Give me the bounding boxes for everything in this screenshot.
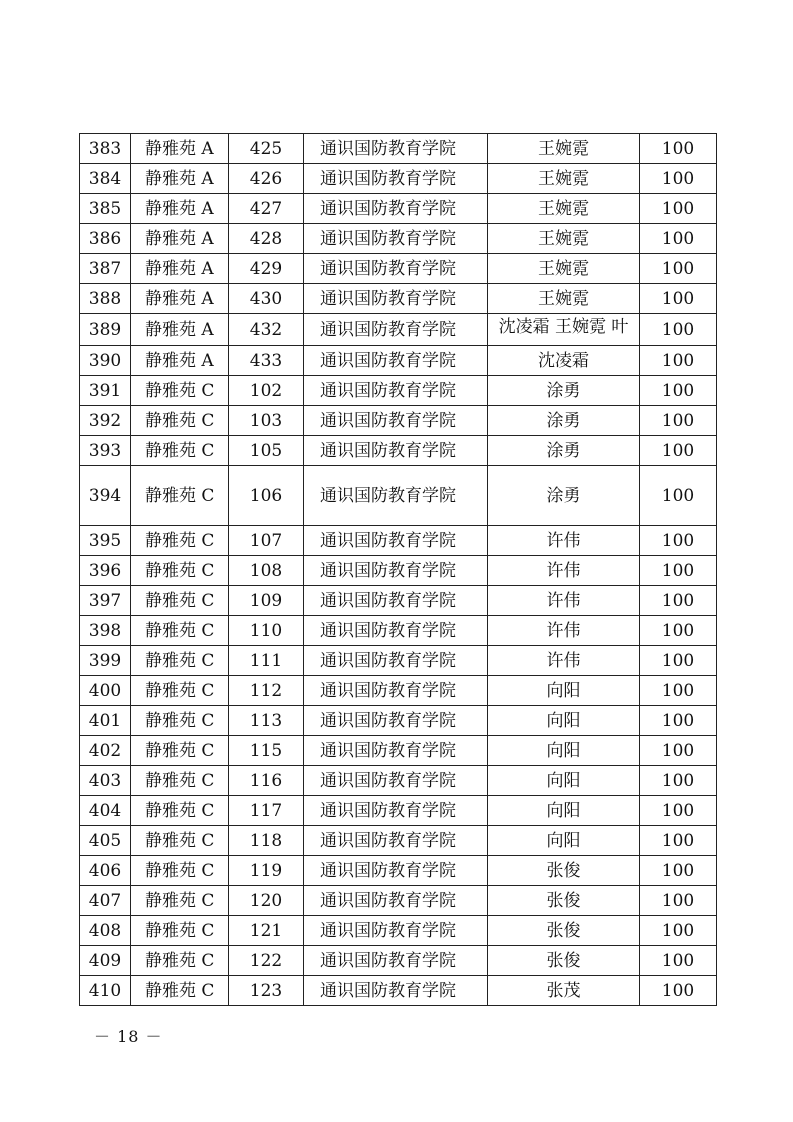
cell-room: 123 — [229, 976, 304, 1006]
cell-number: 398 — [80, 616, 131, 646]
cell-number: 387 — [80, 254, 131, 284]
cell-score: 100 — [640, 796, 717, 826]
cell-person: 张俊 — [488, 946, 640, 976]
cell-room: 429 — [229, 254, 304, 284]
cell-college: 通识国防教育学院 — [304, 826, 488, 856]
cell-room: 120 — [229, 886, 304, 916]
cell-number: 409 — [80, 946, 131, 976]
cell-score: 100 — [640, 556, 717, 586]
cell-building: 静雅苑 C — [131, 826, 229, 856]
cell-number: 391 — [80, 376, 131, 406]
cell-person: 许伟 — [488, 556, 640, 586]
cell-number: 386 — [80, 224, 131, 254]
cell-person: 沈凌霜 — [488, 346, 640, 376]
cell-number: 404 — [80, 796, 131, 826]
cell-room: 118 — [229, 826, 304, 856]
cell-number: 395 — [80, 526, 131, 556]
table-row — [80, 736, 717, 766]
table-row — [80, 254, 717, 284]
cell-college: 通识国防教育学院 — [304, 946, 488, 976]
cell-score: 100 — [640, 706, 717, 736]
cell-college: 通识国防教育学院 — [304, 164, 488, 194]
cell-person: 向阳 — [488, 766, 640, 796]
table-row — [80, 676, 717, 706]
cell-score: 100 — [640, 916, 717, 946]
cell-college: 通识国防教育学院 — [304, 466, 488, 526]
cell-building: 静雅苑 C — [131, 796, 229, 826]
cell-number: 403 — [80, 766, 131, 796]
cell-score: 100 — [640, 466, 717, 526]
cell-score: 100 — [640, 976, 717, 1006]
table-row — [80, 466, 717, 526]
cell-building: 静雅苑 C — [131, 376, 229, 406]
table-body — [80, 134, 717, 1006]
table-row — [80, 556, 717, 586]
cell-building: 静雅苑 C — [131, 946, 229, 976]
cell-college: 通识国防教育学院 — [304, 886, 488, 916]
cell-room: 111 — [229, 646, 304, 676]
cell-score: 100 — [640, 284, 717, 314]
table-row — [80, 646, 717, 676]
cell-room: 106 — [229, 466, 304, 526]
cell-number: 408 — [80, 916, 131, 946]
table-row — [80, 766, 717, 796]
table-row — [80, 526, 717, 556]
cell-college: 通识国防教育学院 — [304, 646, 488, 676]
table-row — [80, 346, 717, 376]
cell-score: 100 — [640, 164, 717, 194]
dormitory-score-table-container — [79, 133, 716, 1006]
cell-college: 通识国防教育学院 — [304, 194, 488, 224]
cell-college: 通识国防教育学院 — [304, 976, 488, 1006]
cell-college: 通识国防教育学院 — [304, 526, 488, 556]
cell-score: 100 — [640, 346, 717, 376]
cell-number: 405 — [80, 826, 131, 856]
cell-person: 向阳 — [488, 706, 640, 736]
cell-room: 122 — [229, 946, 304, 976]
cell-person-text: 沈凌霜 王婉霓 叶 — [498, 317, 629, 337]
table-row — [80, 976, 717, 1006]
table-row — [80, 314, 717, 346]
cell-room: 107 — [229, 526, 304, 556]
table-row — [80, 796, 717, 826]
cell-room: 105 — [229, 436, 304, 466]
cell-building: 静雅苑 C — [131, 616, 229, 646]
cell-building: 静雅苑 A — [131, 164, 229, 194]
cell-person: 王婉霓 — [488, 224, 640, 254]
table-row — [80, 886, 717, 916]
cell-number: 402 — [80, 736, 131, 766]
cell-room: 113 — [229, 706, 304, 736]
cell-building: 静雅苑 C — [131, 436, 229, 466]
cell-number: 407 — [80, 886, 131, 916]
cell-score: 100 — [640, 736, 717, 766]
cell-building: 静雅苑 C — [131, 766, 229, 796]
cell-college: 通识国防教育学院 — [304, 856, 488, 886]
cell-room: 426 — [229, 164, 304, 194]
cell-person — [488, 314, 640, 346]
table-row — [80, 826, 717, 856]
cell-college: 通识国防教育学院 — [304, 736, 488, 766]
cell-person: 王婉霓 — [488, 134, 640, 164]
cell-person: 许伟 — [488, 586, 640, 616]
cell-room: 115 — [229, 736, 304, 766]
cell-building: 静雅苑 C — [131, 856, 229, 886]
cell-person: 向阳 — [488, 796, 640, 826]
cell-score: 100 — [640, 856, 717, 886]
cell-room: 110 — [229, 616, 304, 646]
cell-number: 401 — [80, 706, 131, 736]
cell-building: 静雅苑 C — [131, 466, 229, 526]
cell-person: 涂勇 — [488, 466, 640, 526]
cell-building: 静雅苑 C — [131, 676, 229, 706]
cell-person: 张俊 — [488, 856, 640, 886]
cell-building: 静雅苑 C — [131, 916, 229, 946]
cell-room: 103 — [229, 406, 304, 436]
cell-room: 112 — [229, 676, 304, 706]
table-row — [80, 436, 717, 466]
cell-college: 通识国防教育学院 — [304, 916, 488, 946]
cell-number: 410 — [80, 976, 131, 1006]
table-row — [80, 134, 717, 164]
cell-room: 119 — [229, 856, 304, 886]
cell-college: 通识国防教育学院 — [304, 406, 488, 436]
cell-building: 静雅苑 C — [131, 976, 229, 1006]
cell-score: 100 — [640, 766, 717, 796]
cell-score: 100 — [640, 224, 717, 254]
cell-person: 向阳 — [488, 826, 640, 856]
table-row — [80, 586, 717, 616]
cell-room: 109 — [229, 586, 304, 616]
cell-score: 100 — [640, 134, 717, 164]
cell-score: 100 — [640, 646, 717, 676]
cell-building: 静雅苑 C — [131, 886, 229, 916]
table-row — [80, 856, 717, 886]
cell-score: 100 — [640, 946, 717, 976]
cell-room: 428 — [229, 224, 304, 254]
cell-score: 100 — [640, 376, 717, 406]
cell-room: 432 — [229, 314, 304, 346]
cell-person: 许伟 — [488, 526, 640, 556]
cell-person: 王婉霓 — [488, 284, 640, 314]
cell-college: 通识国防教育学院 — [304, 766, 488, 796]
cell-room: 116 — [229, 766, 304, 796]
cell-room: 425 — [229, 134, 304, 164]
cell-number: 397 — [80, 586, 131, 616]
cell-building: 静雅苑 C — [131, 736, 229, 766]
cell-score: 100 — [640, 436, 717, 466]
cell-number: 396 — [80, 556, 131, 586]
table-row — [80, 164, 717, 194]
page-number: － 18 － — [94, 1027, 163, 1046]
cell-college: 通识国防教育学院 — [304, 376, 488, 406]
cell-person: 王婉霓 — [488, 164, 640, 194]
cell-score: 100 — [640, 406, 717, 436]
cell-score: 100 — [640, 616, 717, 646]
cell-score: 100 — [640, 886, 717, 916]
cell-room: 117 — [229, 796, 304, 826]
cell-number: 383 — [80, 134, 131, 164]
cell-score: 100 — [640, 586, 717, 616]
cell-room: 102 — [229, 376, 304, 406]
cell-building: 静雅苑 C — [131, 646, 229, 676]
cell-person: 涂勇 — [488, 406, 640, 436]
cell-room: 433 — [229, 346, 304, 376]
cell-building: 静雅苑 A — [131, 254, 229, 284]
cell-college: 通识国防教育学院 — [304, 586, 488, 616]
cell-score: 100 — [640, 526, 717, 556]
cell-building: 静雅苑 C — [131, 586, 229, 616]
cell-building: 静雅苑 A — [131, 346, 229, 376]
cell-number: 390 — [80, 346, 131, 376]
cell-person: 涂勇 — [488, 376, 640, 406]
cell-college: 通识国防教育学院 — [304, 224, 488, 254]
cell-number: 394 — [80, 466, 131, 526]
cell-person: 向阳 — [488, 736, 640, 766]
dormitory-score-table — [79, 133, 717, 1006]
cell-college: 通识国防教育学院 — [304, 134, 488, 164]
cell-person: 张茂 — [488, 976, 640, 1006]
table-row — [80, 406, 717, 436]
cell-building: 静雅苑 C — [131, 556, 229, 586]
cell-person: 向阳 — [488, 676, 640, 706]
cell-room: 430 — [229, 284, 304, 314]
cell-number: 393 — [80, 436, 131, 466]
cell-number: 406 — [80, 856, 131, 886]
cell-building: 静雅苑 A — [131, 284, 229, 314]
cell-college: 通识国防教育学院 — [304, 346, 488, 376]
cell-person: 许伟 — [488, 616, 640, 646]
cell-room: 108 — [229, 556, 304, 586]
cell-number: 388 — [80, 284, 131, 314]
cell-score: 100 — [640, 676, 717, 706]
cell-number: 384 — [80, 164, 131, 194]
cell-number: 389 — [80, 314, 131, 346]
table-row — [80, 916, 717, 946]
cell-building: 静雅苑 A — [131, 224, 229, 254]
cell-person: 王婉霓 — [488, 254, 640, 284]
cell-room: 427 — [229, 194, 304, 224]
cell-building: 静雅苑 A — [131, 314, 229, 346]
cell-person: 许伟 — [488, 646, 640, 676]
cell-person: 涂勇 — [488, 436, 640, 466]
cell-person: 张俊 — [488, 886, 640, 916]
table-row — [80, 194, 717, 224]
cell-number: 385 — [80, 194, 131, 224]
cell-person: 王婉霓 — [488, 194, 640, 224]
cell-building: 静雅苑 A — [131, 134, 229, 164]
cell-building: 静雅苑 C — [131, 706, 229, 736]
cell-building: 静雅苑 C — [131, 526, 229, 556]
cell-college: 通识国防教育学院 — [304, 314, 488, 346]
table-row — [80, 706, 717, 736]
cell-college: 通识国防教育学院 — [304, 616, 488, 646]
cell-college: 通识国防教育学院 — [304, 796, 488, 826]
cell-college: 通识国防教育学院 — [304, 556, 488, 586]
cell-building: 静雅苑 A — [131, 194, 229, 224]
cell-score: 100 — [640, 254, 717, 284]
cell-college: 通识国防教育学院 — [304, 676, 488, 706]
cell-number: 392 — [80, 406, 131, 436]
cell-number: 400 — [80, 676, 131, 706]
cell-college: 通识国防教育学院 — [304, 436, 488, 466]
cell-college: 通识国防教育学院 — [304, 706, 488, 736]
cell-room: 121 — [229, 916, 304, 946]
cell-score: 100 — [640, 314, 717, 346]
table-row — [80, 616, 717, 646]
cell-person: 张俊 — [488, 916, 640, 946]
cell-college: 通识国防教育学院 — [304, 284, 488, 314]
cell-number: 399 — [80, 646, 131, 676]
table-row — [80, 946, 717, 976]
table-row — [80, 284, 717, 314]
table-row — [80, 376, 717, 406]
table-row — [80, 224, 717, 254]
cell-college: 通识国防教育学院 — [304, 254, 488, 284]
cell-score: 100 — [640, 826, 717, 856]
cell-score: 100 — [640, 194, 717, 224]
cell-building: 静雅苑 C — [131, 406, 229, 436]
